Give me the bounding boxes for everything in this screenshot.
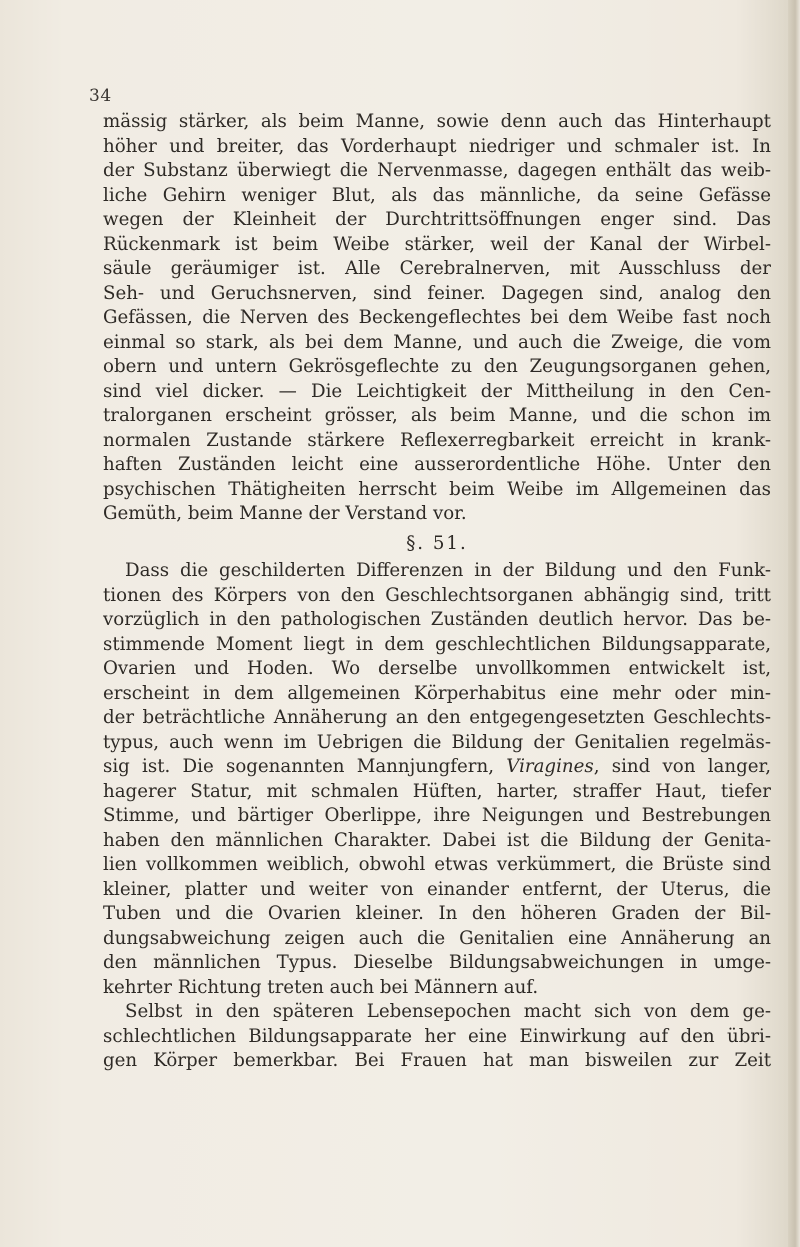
text-line: Ovarien und Hoden. Wo derselbe unvollkommen entwickelt ist, [103,658,771,679]
text-line: psychischen Thätigheiten herrscht beim Weibe im Allgemeinen das [103,478,771,500]
text-line: der Substanz überwiegt die Nervenmasse, dagegen enthält das weib- [103,160,771,181]
text-line: säule geräumiger ist. Alle Cerebralnerven, mit Ausschluss der [103,258,771,279]
text-line: Gefässen, die Nerven des Beckengeflechtes bei dem Weibe fast noch [103,307,771,328]
text-line: den männlichen Typus. Dieselbe Bildungsabweichungen in umge- [103,952,771,973]
text-line: der beträchtliche Annäherung an den entgegengesetzten Geschlechts- [103,707,771,728]
text-line: hagerer Statur, mit schmalen Hüften, harter, straffer Haut, tiefer [103,780,771,802]
text-line: normalen Zustande stärkere Reflexerregbarkeit erreicht in krank- [103,429,771,451]
text-line: erscheint in dem allgemeinen Körperhabitus eine mehr oder min- [103,682,771,704]
text-line: Stimme, und bärtiger Oberlippe, ihre Neigungen und Bestrebungen [103,805,771,826]
text-line: liche Gehirn weniger Blut, als das männliche, da seine Gefässe [103,184,771,206]
page-edge-shadow [788,0,800,1247]
body-text [103,110,771,1074]
page-number: 34 [89,86,112,106]
text-line: obern und untern Gekrösgeflechte zu den Zeugungsorganen gehen, [103,356,771,377]
text-line: haben den männlichen Charakter. Dabei ist die Bildung der Genita- [103,829,771,851]
paragraph-1 [103,110,771,527]
text-line: mässig stärker, als beim Manne, sowie denn auch das Hinterhaupt [103,111,771,132]
text-line: Seh- und Geruchsnerven, sind feiner. Dagegen sind, analog den [103,282,771,304]
latin-term: Viragines [506,756,594,777]
text-line: Gemüth, beim Manne der Verstand vor. [103,503,467,524]
text-line: stimmende Moment liegt in dem geschlechtlichen Bildungsapparate, [103,633,771,655]
text-line: tionen des Körpers von den Geschlechtsorganen abhängig sind, tritt [103,584,771,606]
text-line: sind viel dicker. — Die Leichtigkeit der Mittheilung in den Cen- [103,380,771,402]
text-line: kehrter Richtung treten auch bei Männern auf. [103,976,539,998]
text-line: typus, auch wenn im Uebrigen die Bildung der Genitalien regelmäs- [103,731,771,753]
text-line: lien vollkommen weiblich, obwohl etwas verkümmert, die Brüste sind [103,854,771,875]
section-heading: §. 51. [406,532,468,554]
text-line: einmal so stark, als bei dem Manne, und auch die Zweige, die vom [103,331,771,353]
text-fragment: , sind von langer, [593,756,771,777]
text-fragment: sig ist. Die sogenannten Mannjungfern, [103,756,494,777]
text-line: Tuben und die Ovarien kleiner. In den höheren Graden der Bil- [103,903,771,924]
text-line: Selbst in den späteren Lebensepochen macht sich von dem ge- [125,1001,771,1022]
text-line: vorzüglich in den pathologischen Zuständen deutlich hervor. Das be- [103,609,771,630]
text-line: kleiner, platter und weiter von einander entfernt, der Uterus, die [103,878,771,900]
text-line: dungsabweichung zeigen auch die Genitalien eine Annäherung an [103,927,771,949]
text-line: tralorganen erscheint grösser, als beim Manne, und die schon im [103,405,771,426]
text-line: wegen der Kleinheit der Durchtrittsöffnungen enger sind. Das [103,209,771,230]
text-line: Dass die geschilderten Differenzen in der Bildung und den Funk- [125,560,771,581]
text-line: schlechtlichen Bildungsapparate her eine Einwirkung auf den übri- [103,1025,771,1047]
text-line: Rückenmark ist beim Weibe stärker, weil der Kanal der Wirbel- [103,233,771,255]
text-line: haften Zuständen leicht eine ausserordentliche Höhe. Unter den [103,454,771,475]
text-line: höher und breiter, das Vorderhaupt niedriger und schmaler ist. In [103,135,771,157]
text-line-with-term [103,755,771,780]
text-line: gen Körper bemerkbar. Bei Frauen hat man bisweilen zur Zeit [103,1050,771,1071]
paragraph-2 [103,559,771,1000]
paragraph-3 [103,1000,771,1074]
